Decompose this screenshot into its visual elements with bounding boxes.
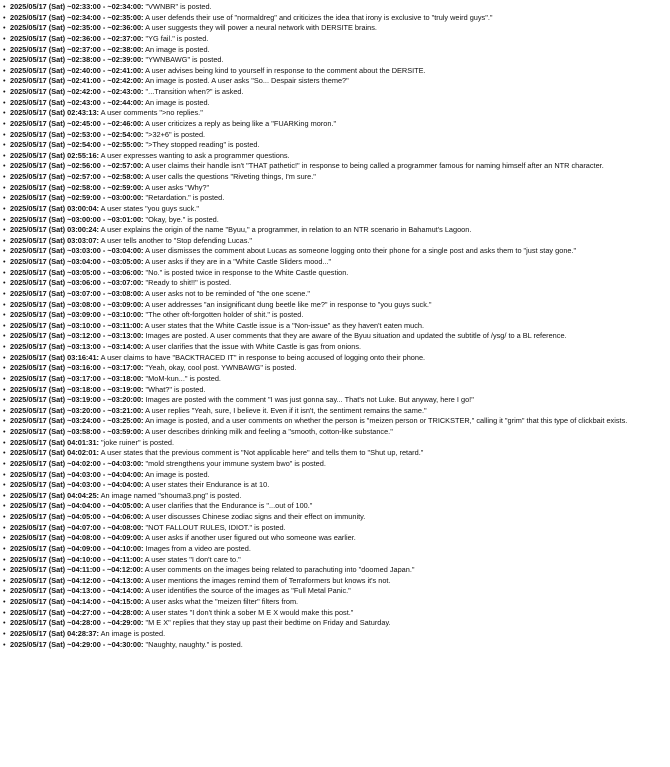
log-entry	[3, 246, 666, 257]
log-entry-text: "The other oft-forgotten holder of shit." is posted.	[145, 310, 304, 320]
log-entry-timestamp: 2025/05/17 (Sat) ~03:20:00 - ~03:21:00:	[10, 405, 144, 415]
log-entry-timestamp: 2025/05/17 (Sat) ~02:37:00 - ~02:38:00:	[10, 44, 144, 54]
bullet-icon: •	[3, 554, 6, 564]
log-entry	[3, 183, 666, 194]
log-entry	[3, 172, 666, 183]
bullet-icon: •	[3, 235, 6, 245]
log-entry	[3, 533, 666, 544]
bullet-icon: •	[3, 299, 6, 309]
log-entry-text: A user asks if they are in a "White Castle Sliders mood..."	[145, 257, 332, 266]
log-entry-text: "YWNBAWG" is posted.	[145, 55, 224, 65]
bullet-icon: •	[3, 203, 6, 213]
log-entry-timestamp: 2025/05/17 (Sat) ~04:04:00 - ~04:05:00:	[10, 501, 144, 511]
log-entry	[3, 640, 666, 651]
log-entry	[3, 300, 666, 311]
log-entry-text: A user calls the questions "Riveting things, I'm sure."	[145, 172, 316, 181]
log-entry-timestamp: 2025/05/17 (Sat) ~03:19:00 - ~03:20:00:	[10, 395, 144, 405]
log-entry	[3, 523, 666, 534]
bullet-icon: •	[3, 522, 6, 532]
bullet-icon: •	[3, 2, 6, 11]
log-entry	[3, 448, 666, 459]
log-entry-timestamp: 2025/05/17 (Sat) ~04:03:00 - ~04:04:00:	[10, 480, 144, 490]
log-entry	[3, 55, 666, 66]
log-entry	[3, 204, 666, 215]
log-entry	[3, 2, 666, 13]
log-entry-timestamp: 2025/05/17 (Sat) 04:01:31:	[10, 437, 99, 447]
log-entry	[3, 215, 666, 226]
log-entry-timestamp: 2025/05/17 (Sat) ~02:36:00 - ~02:37:00:	[10, 33, 144, 43]
log-entry-text: "joke ruiner" is posted.	[101, 437, 175, 447]
log-entry-timestamp: 2025/05/17 (Sat) ~04:27:00 - ~04:28:00:	[10, 607, 144, 617]
log-entry	[3, 565, 666, 576]
log-entry	[3, 23, 666, 34]
log-entry	[3, 45, 666, 56]
log-entry-timestamp: 2025/05/17 (Sat) ~04:08:00 - ~04:09:00:	[10, 533, 144, 543]
log-entry-text: An image is posted, and a user comments on whether the person is "meizen person or TRICKSTER," calling it "grim" that this type of clickbait exists.	[145, 416, 628, 426]
log-entry-timestamp: 2025/05/17 (Sat) 04:02:01:	[10, 448, 99, 458]
bullet-icon: •	[3, 12, 6, 22]
log-entry-text: A user replies "Yeah, sure, I believe it. Even if it isn't, the sentiment remains the same."	[145, 405, 427, 415]
log-entry-text: A user asks "Why?"	[145, 182, 210, 192]
log-entry	[3, 512, 666, 523]
bullet-icon: •	[3, 214, 6, 224]
log-entry-text: A user asks if another user figured out who someone was earlier.	[145, 533, 356, 543]
bullet-icon: •	[3, 193, 6, 203]
log-entry-timestamp: 2025/05/17 (Sat) ~04:02:00 - ~04:03:00:	[10, 458, 144, 468]
log-entry	[3, 151, 666, 162]
bullet-icon: •	[3, 225, 6, 235]
bullet-icon: •	[3, 405, 6, 415]
log-entry-timestamp: 2025/05/17 (Sat) ~03:09:00 - ~03:10:00:	[10, 310, 144, 320]
log-entry	[3, 13, 666, 24]
log-entry-timestamp: 2025/05/17 (Sat) ~02:57:00 - ~02:58:00:	[10, 172, 144, 181]
log-entry	[3, 470, 666, 481]
log-entry-timestamp: 2025/05/17 (Sat) 02:43:13:	[10, 108, 99, 118]
log-entry-timestamp: 2025/05/17 (Sat) 03:03:07:	[10, 235, 99, 245]
log-entry-text: A user defends their use of "normaldreg" and criticizes the idea that irony is exclusive to "truly weird guys"."	[145, 12, 493, 22]
log-entry	[3, 257, 666, 268]
log-entry	[3, 629, 666, 640]
bullet-icon: •	[3, 108, 6, 118]
log-entry-timestamp: 2025/05/17 (Sat) ~04:14:00 - ~04:15:00:	[10, 597, 144, 606]
log-entry-text: An image is posted.	[145, 97, 210, 107]
log-entry-timestamp: 2025/05/17 (Sat) ~04:07:00 - ~04:08:00:	[10, 522, 144, 532]
log-entry-text: A user states their Endurance is at 10.	[145, 480, 270, 490]
log-entry-timestamp: 2025/05/17 (Sat) ~03:58:00 - ~03:59:00:	[10, 427, 144, 436]
log-entry	[3, 576, 666, 587]
log-entry-timestamp: 2025/05/17 (Sat) ~02:40:00 - ~02:41:00:	[10, 65, 144, 75]
log-entry	[3, 76, 666, 87]
log-entry	[3, 66, 666, 77]
log-entry-timestamp: 2025/05/17 (Sat) ~02:35:00 - ~02:36:00:	[10, 23, 144, 33]
log-entry	[3, 353, 666, 364]
log-entry-timestamp: 2025/05/17 (Sat) 04:04:25:	[10, 490, 99, 500]
bullet-icon: •	[3, 575, 6, 585]
log-entry	[3, 321, 666, 332]
log-entry-text: A user asks what the "meizen filter" filters from.	[145, 597, 299, 606]
log-entry-text: "mold strengthens your immune system bwo" is posted.	[145, 458, 326, 468]
log-entry	[3, 278, 666, 289]
log-entry	[3, 544, 666, 555]
bullet-icon: •	[3, 607, 6, 617]
log-entry	[3, 427, 666, 438]
bullet-icon: •	[3, 373, 6, 383]
log-entry-text: "M E X" replies that they stay up past their bedtime on Friday and Saturday.	[145, 618, 391, 628]
log-entry	[3, 161, 666, 172]
log-entry	[3, 416, 666, 427]
bullet-icon: •	[3, 469, 6, 479]
log-entry	[3, 597, 666, 608]
log-entry-text: A user explains the origin of the name "Byuu," a programmer, in relation to an NTR scenario in Bahamut's Lagoon.	[100, 225, 472, 235]
log-entry-timestamp: 2025/05/17 (Sat) ~03:03:00 - ~03:04:00:	[10, 246, 144, 256]
log-entry	[3, 501, 666, 512]
log-entry-timestamp: 2025/05/17 (Sat) ~03:05:00 - ~03:06:00:	[10, 267, 144, 277]
bullet-icon: •	[3, 363, 6, 373]
log-entry-text: ">32+6" is posted.	[145, 129, 206, 139]
log-entry-text: A user describes drinking milk and feeling a "smooth, cotton-like substance."	[145, 427, 393, 436]
log-entry-timestamp: 2025/05/17 (Sat) ~02:59:00 - ~03:00:00:	[10, 193, 144, 203]
log-entry-text: "Naughty, naughty." is posted.	[145, 639, 243, 649]
bullet-icon: •	[3, 140, 6, 150]
log-entry-timestamp: 2025/05/17 (Sat) 03:00:04:	[10, 203, 99, 213]
log-entry	[3, 140, 666, 151]
log-entry	[3, 618, 666, 629]
log-entry	[3, 374, 666, 385]
log-entry-text: An image is posted. A user asks "So... Despair sisters theme?"	[145, 76, 349, 86]
log-entry-text: An image is posted.	[145, 44, 210, 54]
bullet-icon: •	[3, 490, 6, 500]
log-entry-timestamp: 2025/05/17 (Sat) ~03:06:00 - ~03:07:00:	[10, 278, 144, 288]
bullet-icon: •	[3, 161, 6, 171]
log-entry	[3, 395, 666, 406]
log-entry-timestamp: 2025/05/17 (Sat) ~04:12:00 - ~04:13:00:	[10, 575, 144, 585]
log-entry-text: Images from a video are posted.	[145, 543, 251, 553]
log-entry-text: A user clarifies that the Endurance is "...out of 100."	[145, 501, 313, 511]
log-entry	[3, 491, 666, 502]
log-entry	[3, 310, 666, 321]
log-entry-timestamp: 2025/05/17 (Sat) ~03:08:00 - ~03:09:00:	[10, 299, 144, 309]
log-entry-timestamp: 2025/05/17 (Sat) ~03:24:00 - ~03:25:00:	[10, 416, 144, 426]
log-entry	[3, 608, 666, 619]
log-entry-text: "Yeah, okay, cool post. YWNBAWG" is posted.	[145, 363, 297, 373]
log-entry-text: A user claims their handle isn't "THAT pathetic!" in response to being called a programmer famous for naming himself after an NTR character.	[145, 161, 604, 171]
log-entry-timestamp: 2025/05/17 (Sat) ~04:10:00 - ~04:11:00:	[10, 554, 144, 564]
bullet-icon: •	[3, 267, 6, 277]
log-entry-timestamp: 2025/05/17 (Sat) ~03:13:00 - ~03:14:00:	[10, 342, 144, 351]
log-entry-text: A user criticizes a reply as being like a "FUARKing moron."	[145, 118, 337, 128]
log-entry-text: "Ready to shit!!" is posted.	[145, 278, 232, 288]
log-entry-text: An image is posted.	[100, 628, 166, 638]
bullet-icon: •	[3, 501, 6, 511]
log-entry	[3, 363, 666, 374]
log-entry-text: A user suggests they will power a neural network with DERSITE brains.	[145, 23, 377, 33]
bullet-icon: •	[3, 618, 6, 628]
log-entry-timestamp: 2025/05/17 (Sat) ~02:38:00 - ~02:39:00:	[10, 55, 144, 65]
log-entry-text: A user identifies the source of the images as "Full Metal Panic."	[145, 586, 351, 596]
bullet-icon: •	[3, 23, 6, 33]
bullet-icon: •	[3, 172, 6, 181]
bullet-icon: •	[3, 44, 6, 54]
log-entry-timestamp: 2025/05/17 (Sat) ~04:09:00 - ~04:10:00:	[10, 543, 144, 553]
log-entry	[3, 331, 666, 342]
bullet-icon: •	[3, 427, 6, 436]
log-entry-text: A user claims to have "BACKTRACED IT" in response to being accused of logging onto their phone.	[100, 352, 426, 362]
log-entry-timestamp: 2025/05/17 (Sat) ~03:10:00 - ~03:11:00:	[10, 320, 144, 330]
log-entry-timestamp: 2025/05/17 (Sat) ~03:18:00 - ~03:19:00:	[10, 384, 144, 394]
log-entry	[3, 236, 666, 247]
log-entry-text: "VWNBR" is posted.	[145, 2, 212, 11]
log-entry-text: A user mentions the images remind them of Terraformers but knows it's not.	[145, 575, 391, 585]
bullet-icon: •	[3, 331, 6, 341]
bullet-icon: •	[3, 533, 6, 543]
bullet-icon: •	[3, 416, 6, 426]
log-entry-text: "What?" is posted.	[145, 384, 206, 394]
bullet-icon: •	[3, 437, 6, 447]
bullet-icon: •	[3, 342, 6, 351]
log-entry-timestamp: 2025/05/17 (Sat) ~02:34:00 - ~02:35:00:	[10, 12, 144, 22]
bullet-icon: •	[3, 33, 6, 43]
bullet-icon: •	[3, 628, 6, 638]
log-entry-text: "Okay, bye." is posted.	[145, 214, 219, 224]
bullet-icon: •	[3, 352, 6, 362]
log-entry-text: A user expresses wanting to ask a programmer questions.	[100, 150, 290, 160]
log-entry	[3, 98, 666, 109]
log-entry	[3, 225, 666, 236]
log-entry	[3, 438, 666, 449]
log-entry-text: A user comments ">no replies."	[100, 108, 203, 118]
bullet-icon: •	[3, 76, 6, 86]
log-entry-text: "NOT FALLOUT RULES, IDIOT." is posted.	[145, 522, 286, 532]
bullet-icon: •	[3, 448, 6, 458]
log-entry	[3, 289, 666, 300]
bullet-icon: •	[3, 384, 6, 394]
bullet-icon: •	[3, 87, 6, 96]
log-entry-text: "MoM-kun..." is posted.	[145, 373, 221, 383]
log-entry-timestamp: 2025/05/17 (Sat) 02:55:16:	[10, 150, 99, 160]
log-entry-timestamp: 2025/05/17 (Sat) ~02:56:00 - ~02:57:00:	[10, 161, 144, 171]
log-entry-timestamp: 2025/05/17 (Sat) ~04:28:00 - ~04:29:00:	[10, 618, 144, 628]
log-entry-text: "No." is posted twice in response to the White Castle question.	[145, 267, 349, 277]
bullet-icon: •	[3, 65, 6, 75]
log-entry-text: "Retardation." is posted.	[145, 193, 225, 203]
log-entry-text: An image is posted.	[145, 469, 210, 479]
bullet-icon: •	[3, 320, 6, 330]
log-entry-timestamp: 2025/05/17 (Sat) ~02:58:00 - ~02:59:00:	[10, 182, 144, 192]
bullet-icon: •	[3, 480, 6, 490]
log-entry-timestamp: 2025/05/17 (Sat) ~04:05:00 - ~04:06:00:	[10, 512, 144, 521]
log-entry-timestamp: 2025/05/17 (Sat) ~03:16:00 - ~03:17:00:	[10, 363, 144, 373]
log-entry-text: A user addresses "an insignificant dung beetle like me?" in response to "you guys suck."	[145, 299, 432, 309]
log-entry	[3, 108, 666, 119]
log-entry	[3, 586, 666, 597]
log-entry-text: A user dismisses the comment about Lucas as someone logging onto their phone for a single post and asks them to "just stay gone."	[145, 246, 577, 256]
log-entry-text: A user states that the White Castle issue is a "Non-issue" as they haven't eaten much.	[144, 320, 425, 330]
log-entry-text: A user states that the previous comment is "Not applicable here" and tells them to "Shut up, retard."	[100, 448, 424, 458]
log-entry-timestamp: 2025/05/17 (Sat) ~04:11:00 - ~04:12:00:	[10, 565, 144, 575]
log-entry-timestamp: 2025/05/17 (Sat) ~02:41:00 - ~02:42:00:	[10, 76, 144, 86]
bullet-icon: •	[3, 150, 6, 160]
log-entry-timestamp: 2025/05/17 (Sat) ~02:54:00 - ~02:55:00:	[10, 140, 144, 150]
log-entry-timestamp: 2025/05/17 (Sat) ~03:12:00 - ~03:13:00:	[10, 331, 144, 341]
bullet-icon: •	[3, 512, 6, 521]
bullet-icon: •	[3, 586, 6, 596]
log-entry-timestamp: 2025/05/17 (Sat) 04:28:37:	[10, 628, 99, 638]
bullet-icon: •	[3, 182, 6, 192]
log-entry	[3, 406, 666, 417]
log-entry-timestamp: 2025/05/17 (Sat) ~02:42:00 - ~02:43:00:	[10, 87, 144, 96]
log-entry-timestamp: 2025/05/17 (Sat) ~02:53:00 - ~02:54:00:	[10, 129, 144, 139]
log-entry-text: A user asks not to be reminded of "the one scene."	[145, 288, 310, 298]
log-entry-timestamp: 2025/05/17 (Sat) ~03:07:00 - ~03:08:00:	[10, 288, 144, 298]
bullet-icon: •	[3, 278, 6, 288]
log-entry	[3, 459, 666, 470]
bullet-icon: •	[3, 118, 6, 128]
log-entry-text: A user tells another to "Stop defending Lucas."	[100, 235, 253, 245]
log-entry	[3, 555, 666, 566]
bullet-icon: •	[3, 395, 6, 405]
log-entry	[3, 130, 666, 141]
log-entry-text: "...Transition when?" is asked.	[145, 87, 244, 96]
log-entry	[3, 119, 666, 130]
bullet-icon: •	[3, 310, 6, 320]
log-entry	[3, 480, 666, 491]
log-entry-text: Images are posted with the comment "I was just gonna say... That's not Luke. But anyway, here I go!"	[145, 395, 474, 405]
log-entry-text: ">They stopped reading" is posted.	[145, 140, 260, 150]
bullet-icon: •	[3, 257, 6, 266]
log-entry	[3, 87, 666, 98]
log-entry-timestamp: 2025/05/17 (Sat) ~02:43:00 - ~02:44:00:	[10, 97, 144, 107]
bullet-icon: •	[3, 543, 6, 553]
log-entry-timestamp: 2025/05/17 (Sat) ~02:45:00 - ~02:46:00:	[10, 118, 144, 128]
log-entry-timestamp: 2025/05/17 (Sat) 03:16:41:	[10, 352, 99, 362]
log-entry-text: A user states "I don't care to."	[144, 554, 241, 564]
log-entry-timestamp: 2025/05/17 (Sat) ~04:13:00 - ~04:14:00:	[10, 586, 144, 596]
bullet-icon: •	[3, 597, 6, 606]
bullet-icon: •	[3, 55, 6, 65]
bullet-icon: •	[3, 97, 6, 107]
log-entry-text: A user states "you guys suck."	[100, 203, 199, 213]
log-entry-timestamp: 2025/05/17 (Sat) ~03:00:00 - ~03:01:00:	[10, 214, 144, 224]
bullet-icon: •	[3, 129, 6, 139]
bullet-icon: •	[3, 565, 6, 575]
bullet-icon: •	[3, 288, 6, 298]
log-entry	[3, 385, 666, 396]
log-entry	[3, 268, 666, 279]
log-entry-text: A user discusses Chinese zodiac signs and their effect on immunity.	[145, 512, 366, 521]
log-entry-text: A user clarifies that the issue with White Castle is gas from onions.	[145, 342, 362, 351]
log-entry	[3, 342, 666, 353]
log-entry-text: An image named "shouma3.png" is posted.	[100, 490, 242, 500]
log-entry-timestamp: 2025/05/17 (Sat) ~04:29:00 - ~04:30:00:	[10, 639, 144, 649]
log-entry	[3, 193, 666, 204]
log-entry-text: A user states "I don't think a sober M E X would make this post."	[145, 607, 354, 617]
log-entry-timestamp: 2025/05/17 (Sat) ~03:17:00 - ~03:18:00:	[10, 373, 144, 383]
log-entry-text: A user comments on the images being related to parachuting into "doomed Japan."	[144, 565, 415, 575]
log-entry-timestamp: 2025/05/17 (Sat) ~04:03:00 - ~04:04:00:	[10, 469, 144, 479]
log-entry-text: Images are posted. A user comments that they are aware of the Byuu situation and updated the subtitle of /ysg/ to a BL reference.	[145, 331, 567, 341]
bullet-icon: •	[3, 458, 6, 468]
log-entry	[3, 34, 666, 45]
log-entry-timestamp: 2025/05/17 (Sat) ~03:04:00 - ~03:05:00:	[10, 257, 144, 266]
bullet-icon: •	[3, 639, 6, 649]
bullet-icon: •	[3, 246, 6, 256]
log-entry-timestamp: 2025/05/17 (Sat) 03:00:24:	[10, 225, 99, 235]
log-entry-timestamp: 2025/05/17 (Sat) ~02:33:00 - ~02:34:00:	[10, 2, 144, 11]
log-entry-text: "YG fail." is posted.	[145, 33, 209, 43]
log-entry-text: A user advises being kind to yourself in response to the comment about the DERSITE.	[145, 65, 426, 75]
